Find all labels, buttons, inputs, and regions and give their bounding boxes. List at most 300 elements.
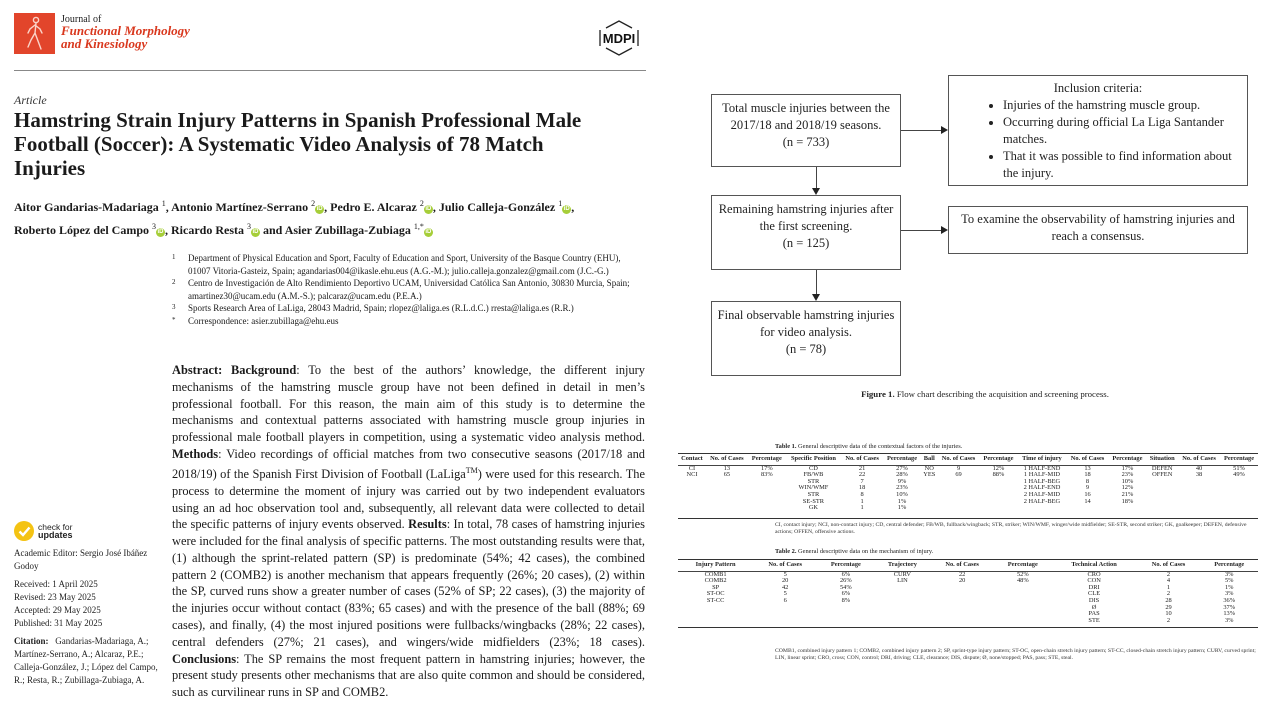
table-cell	[994, 598, 1052, 605]
table-cell: DIS	[1088, 596, 1100, 604]
table-cell: DRI	[1088, 583, 1100, 591]
table-cell	[930, 611, 994, 618]
received-date: Received: 1 April 2025	[14, 579, 98, 589]
author[interactable]: Pedro E. Alcaraz	[330, 200, 417, 214]
table-cell	[921, 499, 938, 506]
table-cell: LIN	[897, 577, 908, 585]
journal-name	[61, 24, 190, 50]
table-cell	[1146, 479, 1178, 486]
orcid-icon[interactable]: iD	[157, 229, 164, 235]
checkmark-icon	[14, 521, 34, 541]
table-cell: 1	[1166, 583, 1171, 591]
table-cell	[921, 505, 938, 518]
table-cell	[994, 585, 1052, 592]
table-cell	[875, 591, 931, 598]
table-cell	[678, 485, 706, 492]
column-header: Ball	[921, 454, 938, 466]
table-cell	[748, 485, 786, 492]
table-cell: 5	[783, 590, 787, 598]
table-cell: 2 HALF-BEG	[1023, 497, 1061, 505]
affiliation-marker: 2	[172, 278, 176, 287]
table-cell	[980, 485, 1018, 492]
table-cell: 38	[1195, 471, 1203, 479]
table-cell: 2	[1166, 590, 1171, 598]
table-cell	[1109, 505, 1147, 518]
column-header: No. of Cases	[753, 560, 817, 572]
table-cell	[1146, 492, 1178, 499]
table-cell: NO	[924, 464, 934, 472]
table-cell: 10%	[896, 490, 908, 498]
flow-box-text: for video analysis.	[760, 325, 852, 339]
arrow-down-icon	[812, 188, 820, 195]
inclusion-item: • That it was possible to find information about the injury.	[1003, 148, 1237, 182]
table-cell: 6%	[841, 570, 851, 578]
article-sidebar	[14, 547, 164, 687]
abstract	[172, 362, 645, 701]
affiliation	[172, 252, 642, 277]
orcid-icon[interactable]: iD	[563, 206, 570, 212]
flow-box-total	[711, 94, 901, 167]
table-row	[678, 479, 1258, 486]
table-cell: 65	[723, 471, 731, 479]
table-cell: COMB2	[704, 577, 727, 585]
table-cell: CRO	[1087, 570, 1101, 578]
column-header: Contact	[678, 454, 706, 466]
column-header: No. of Cases	[1137, 560, 1201, 572]
table-cell: 13%	[1223, 610, 1236, 618]
column-header: No. of Cases	[1067, 454, 1109, 466]
article-type: Article	[14, 93, 47, 107]
table-cell: ST-CC	[706, 596, 725, 604]
abstract-label: Abstract:	[172, 363, 223, 377]
column-header: Percentage	[980, 454, 1018, 466]
table-cell: 18	[1084, 471, 1091, 479]
figure-caption-text: Flow chart describing the acquisition and screening process.	[894, 389, 1109, 399]
methods-text: : Video recordings of official matches from two consecutive seasons (2017/18 and 2018/19) of the Spanish First Division of Football (LaLiga	[172, 446, 645, 481]
table-cell	[921, 485, 938, 492]
table-cell: 27%	[896, 464, 908, 472]
table-cell: 1 HALF-END	[1023, 464, 1061, 472]
affiliation	[172, 315, 642, 328]
column-header: Injury Pattern	[678, 560, 753, 572]
table-cell: 12%	[1121, 484, 1134, 492]
table-cell	[921, 479, 938, 486]
table-cell: 9	[1085, 484, 1090, 492]
flow-box-text: Total muscle injuries between the	[722, 101, 890, 115]
table-cell: 7	[860, 477, 864, 485]
table-cell	[678, 499, 706, 506]
table-cell: 1	[860, 497, 864, 505]
inclusion-criteria-box	[948, 75, 1248, 186]
table-cell	[980, 505, 1018, 518]
affiliation	[172, 277, 642, 302]
table-cell: 22	[958, 570, 966, 578]
author-affiliation-marker: 1	[161, 199, 166, 208]
table-row	[678, 585, 1258, 592]
table-cell	[678, 605, 753, 612]
table-cell: 48%	[1016, 577, 1029, 585]
author[interactable]: Ricardo Resta	[171, 223, 244, 237]
table-row	[678, 618, 1258, 628]
table2-label: Table 2.	[775, 548, 797, 555]
table1-caption-text: General descriptive data of the contextual factors of the injuries.	[796, 443, 963, 450]
affiliation-text: Correspondence: asier.zubillaga@ehu.eus	[188, 315, 339, 326]
table2-caption-text: General descriptive data on the mechanism of injury.	[796, 548, 934, 555]
table-row	[678, 485, 1258, 492]
table-cell: STR	[807, 490, 820, 498]
background-text: : To the best of the authors’ knowledge, the different injury mechanisms of the hamstring muscle group have not been defined in detail in men’s professional football. For this reason, the main aim of this study is to determine the mechanisms and contextual patterns associated with hamstring muscle group injuries in professional male football players in competition, using a systematic video analysis method.	[172, 363, 645, 445]
table-cell	[930, 618, 994, 628]
table-cell: SE-STR	[802, 497, 825, 505]
author[interactable]: Aitor Gandarias-Madariaga	[14, 200, 159, 214]
citation-label: Citation:	[14, 636, 49, 646]
table-cell	[748, 505, 786, 518]
flow-box-text: 2017/18 and 2018/19 seasons.	[730, 118, 882, 132]
affiliation	[172, 302, 642, 315]
table-cell: STE	[1052, 618, 1137, 628]
table-cell	[1067, 505, 1109, 518]
table-cell	[1220, 485, 1258, 492]
table-cell: 13	[723, 464, 731, 472]
check-for-updates-button[interactable]	[14, 521, 73, 541]
table-cell: 8	[1085, 477, 1090, 485]
table-cell: FB/WB	[803, 471, 824, 479]
table-cell	[817, 605, 875, 612]
column-header: No. of Cases	[1178, 454, 1220, 466]
table-cell: 1%	[1224, 583, 1234, 591]
table-cell	[921, 492, 938, 499]
table-cell	[1220, 479, 1258, 486]
table-cell	[875, 598, 931, 605]
table-cell: 29	[1165, 603, 1172, 611]
table-cell: 22	[858, 471, 866, 479]
column-header: Specific Position	[786, 454, 841, 466]
table-cell: 2	[1166, 570, 1171, 578]
author-affiliation-marker: 1,*	[413, 222, 424, 231]
background-label: Background	[231, 363, 297, 377]
table-cell	[1178, 485, 1220, 492]
table-cell: CON	[1087, 577, 1101, 585]
author-affiliation-marker: 3	[152, 222, 156, 231]
table-cell: CI	[688, 464, 696, 472]
table-cell	[1220, 499, 1258, 506]
methods-text-cont: ) were used for this research. The process to determine the moment of injury was carried out by two independent evaluators using an ad hoc observation tool and, subsequently, all relevant data were collected to detail the specific patterns of injury events observed.	[172, 466, 645, 532]
table-row	[678, 578, 1258, 585]
table-cell: PAS	[1088, 610, 1100, 618]
table-cell	[817, 611, 875, 618]
journal-logo	[14, 13, 55, 54]
arrow-down-icon	[812, 294, 820, 301]
table1-caption	[775, 443, 962, 450]
editor-label: Academic Editor:	[14, 548, 78, 558]
table-cell: 36%	[1223, 596, 1236, 604]
table-cell: NCI	[686, 471, 698, 479]
table-cell: 17%	[760, 464, 773, 472]
publisher-name: MDPI	[602, 31, 636, 46]
table-cell: 54%	[839, 583, 852, 591]
table-cell: 17%	[1121, 464, 1134, 472]
author-affiliation-marker: 2	[311, 199, 316, 208]
table-cell	[1146, 499, 1178, 506]
table-cell	[930, 585, 994, 592]
table-cell: 28	[1165, 596, 1172, 604]
inclusion-title: Inclusion criteria:	[1053, 81, 1143, 95]
table-cell: 8%	[841, 596, 851, 604]
accepted-date: Accepted: 29 May 2025	[14, 605, 101, 615]
table-cell: 23%	[1121, 471, 1134, 479]
table-cell	[930, 605, 994, 612]
table-cell: 21	[858, 464, 866, 472]
citation	[14, 635, 164, 687]
table-row	[678, 505, 1258, 518]
table-cell: 42	[781, 583, 789, 591]
table-cell: 8	[860, 490, 864, 498]
table-cell	[938, 485, 980, 492]
table-cell: 20	[781, 577, 789, 585]
orcid-icon[interactable]: iD	[316, 206, 323, 212]
table-cell	[678, 492, 706, 499]
column-header: No. of Cases	[930, 560, 994, 572]
author[interactable]: Asier Zubillaga-Zubiaga	[284, 223, 411, 237]
table-cell: 1 HALF-BEG	[1023, 477, 1061, 485]
article-title: Hamstring Strain Injury Patterns in Spanish Professional Male Football (Soccer): A Systematic Video Analysis of 78 Match Injuries	[14, 108, 582, 180]
arrow-right-icon	[941, 126, 948, 134]
table1-footnote: CI, contact injury; NCI, non-contact injury; CD, central defender; FB/WB, fullback/wingback; STR, striker; WIN/WMF, winger/wide midfielder; SE-STR, second striker; GK, goalkeeper; DEFEN, defensive actions; OFFEN, offensive actions.	[775, 522, 1247, 535]
table1	[678, 453, 1258, 519]
table-row	[678, 492, 1258, 499]
table-cell	[994, 611, 1052, 618]
flow-box-count: (n = 78)	[785, 342, 827, 356]
table-cell	[994, 618, 1052, 628]
table-cell	[938, 492, 980, 499]
table-cell	[678, 505, 706, 518]
table-cell	[875, 605, 931, 612]
header-divider	[14, 70, 646, 71]
table-cell	[753, 605, 817, 612]
table-cell: 18%	[1121, 497, 1134, 505]
table-cell: 6	[783, 596, 787, 604]
table-cell: DEFEN	[1151, 464, 1173, 472]
table-cell: 6%	[841, 590, 851, 598]
table-cell	[706, 485, 748, 492]
table-cell	[1017, 505, 1066, 518]
table-cell: 2 HALF-MID	[1023, 490, 1060, 498]
table-cell: COMB1	[704, 570, 727, 578]
figure-caption	[700, 389, 1270, 399]
table-cell: CD	[808, 464, 818, 472]
journal-name-line1: Functional Morphology	[61, 23, 190, 38]
table-cell: 2	[1137, 618, 1201, 628]
flow-box-text: the first screening.	[759, 219, 853, 233]
table2	[678, 559, 1258, 628]
author-affiliation-marker: 1	[558, 199, 563, 208]
table-cell: 49%	[1233, 471, 1245, 479]
author-affiliation-marker: 2	[419, 199, 424, 208]
table-cell	[1146, 485, 1178, 492]
author[interactable]: Julio Calleja-González	[438, 200, 556, 214]
table-cell	[817, 618, 875, 628]
table-cell: 16	[1084, 490, 1091, 498]
table-cell	[1146, 505, 1178, 518]
table-row	[678, 499, 1258, 506]
table-cell	[938, 499, 980, 506]
affiliation-marker: *	[172, 315, 176, 324]
table-cell: 9	[956, 464, 961, 472]
table-cell	[706, 479, 748, 486]
table-cell: GK	[786, 505, 841, 518]
inclusion-item: • Injuries of the hamstring muscle group.	[1003, 97, 1237, 114]
flow-box-count: (n = 733)	[782, 135, 830, 149]
table-cell: STR	[807, 477, 820, 485]
academic-editor	[14, 547, 164, 573]
table-cell	[1220, 492, 1258, 499]
journal-prefix: Journal of	[61, 14, 102, 25]
conclusions-label: Conclusions	[172, 651, 237, 666]
column-header: Percentage	[883, 454, 921, 466]
table-cell: 2 HALF-END	[1023, 484, 1061, 492]
table-cell	[678, 479, 706, 486]
column-header: Percentage	[1109, 454, 1147, 466]
flow-box-final	[711, 301, 901, 376]
table-cell	[706, 505, 748, 518]
table-cell	[1220, 505, 1258, 518]
orcid-icon[interactable]: iD	[425, 229, 432, 235]
flow-box-remaining	[711, 195, 901, 270]
table-cell	[980, 499, 1018, 506]
column-header: No. of Cases	[841, 454, 883, 466]
table-cell: 18	[858, 484, 866, 492]
table-cell: 5%	[1224, 577, 1234, 585]
table-cell	[753, 611, 817, 618]
table-cell: 13	[1084, 464, 1091, 472]
table2-caption	[775, 548, 933, 555]
author-conjunction: and	[262, 223, 283, 237]
table-cell: 21%	[1121, 490, 1134, 498]
column-header: No. of Cases	[938, 454, 980, 466]
table-cell: 12%	[992, 464, 1005, 472]
author-affiliation-marker: 3	[246, 222, 251, 231]
table1-label: Table 1.	[775, 443, 797, 450]
table-cell: 28%	[896, 471, 908, 479]
column-header: Trajectory	[875, 560, 931, 572]
flow-box-count: (n = 125)	[782, 236, 830, 250]
column-header: Situation	[1146, 454, 1178, 466]
table-row	[678, 472, 1258, 479]
table-cell: 1%	[897, 497, 907, 505]
table-cell	[875, 611, 931, 618]
affiliation-text: Sports Research Area of LaLiga, 28043 Madrid, Spain; rlopez@laliga.es (R.L.d.C.) rresta@laliga.es (R.R.)	[188, 303, 574, 314]
table-cell	[980, 492, 1018, 499]
column-header: Percentage	[1200, 560, 1258, 572]
affiliation-marker: 1	[172, 253, 176, 261]
table-cell: 69	[955, 471, 962, 479]
results-text: : In total, 78 cases of hamstring injuries were included for the final analysis of specific patterns. The most outstanding results were that, (1) although the sprint-related pattern (SP) is predominate (54%; 42 cases), the combined pattern 2 (COMB2) is another mechanism that appears frequently (26%; 20 cases), (2) within the SP, curved runs show a greater number of cases (52% of SP; 22 cases), (3) the majority of the injuries occur without contact (83%; 65 cases) and with the presence of the ball (88%; 69 cases), and finally, (4) the most injured positions were fullbacks/wingbacks (28%; 22 cases), central defenders (27%; 21 cases), and wingers/wide midfielders (23%; 18 cases).	[172, 517, 645, 649]
orcid-icon[interactable]: iD	[252, 229, 259, 235]
table-cell: 5	[783, 570, 787, 578]
column-header: Technical Action	[1052, 560, 1137, 572]
connector-line	[816, 270, 817, 294]
figure-label: Figure 1.	[861, 389, 895, 399]
table-cell	[930, 591, 994, 598]
table-cell: CLE	[1088, 590, 1101, 598]
table-cell	[1178, 499, 1220, 506]
column-header: Percentage	[994, 560, 1052, 572]
table-cell: 51%	[1233, 464, 1245, 472]
conclusions-text: : The SP remains the most frequent pattern in hamstring injuries; however, the present study presents other mechanisms that are also quite common and should be considered, such as curvilinear runs in SP and COMB2.	[172, 651, 645, 700]
table-cell: 88%	[992, 471, 1005, 479]
table-cell: Ø	[1091, 603, 1097, 611]
author[interactable]: Antonio Martínez-Serrano	[171, 200, 309, 214]
table-cell: 20	[958, 577, 966, 585]
table-cell: 52%	[1016, 570, 1029, 578]
table-cell	[1178, 492, 1220, 499]
table-cell	[678, 618, 753, 628]
table-cell: 10	[1165, 610, 1172, 618]
methods-label: Methods	[172, 446, 219, 461]
inclusion-item: • Occurring during official La Liga Santander matches.	[1003, 114, 1237, 148]
table-cell: OFFEN	[1152, 471, 1173, 479]
table-cell	[994, 591, 1052, 598]
affiliation-marker: 3	[172, 303, 176, 312]
connector-line	[816, 167, 817, 188]
table-cell	[980, 479, 1018, 486]
table-cell: WIN/WMF	[798, 484, 829, 492]
author-list: Aitor Gandarias-Madariaga $^1$, Antonio Martínez-Serrano $^2$iD , Pedro E. Alcaraz $^2$iD , Julio Calleja-González $^1$iD , Roberto López del Campo $^3$iD , Ricardo Resta $^3$iD and Asier Zubillaga-Zubiaga $^{1,*}$iD	[14, 199, 575, 237]
table-cell: 83%	[760, 471, 773, 479]
affiliation-text: Centro de Investigación de Alto Rendimiento Deportivo UCAM, Universidad Católica San Antonio, 30830 Murcia, Spain; amartinez30@ucam.edu (A.M.-S.); palcaraz@ucam.edu (P.E.A.)	[188, 278, 630, 301]
revised-date: Revised: 23 May 2025	[14, 592, 96, 602]
table-row	[678, 571, 1258, 578]
journal-name-line2: and Kinesiology	[61, 36, 148, 51]
table-cell: YES	[923, 471, 936, 479]
table-cell: 3%	[1224, 590, 1234, 598]
arrow-right-icon	[941, 226, 948, 234]
table-cell: 3%	[1224, 570, 1234, 578]
table-cell	[938, 505, 980, 518]
table-cell	[875, 585, 931, 592]
table-cell: SP	[712, 583, 720, 591]
examine-box: To examine the observability of hamstring injuries and reach a consensus.	[948, 206, 1248, 254]
table-cell	[875, 618, 931, 628]
results-label: Results	[408, 517, 447, 532]
author[interactable]: Roberto López del Campo	[14, 223, 149, 237]
table-cell: 10%	[1121, 477, 1134, 485]
editor-name: Sergio José Ibáñez Godoy	[14, 548, 148, 571]
table-cell	[753, 618, 817, 628]
table-cell	[748, 492, 786, 499]
affiliations	[172, 252, 642, 328]
table-cell	[706, 499, 748, 506]
orcid-icon[interactable]: iD	[425, 206, 432, 212]
table-cell: 3%	[1200, 618, 1258, 628]
table-cell: 1	[841, 505, 883, 518]
table-cell	[938, 479, 980, 486]
table-cell: 1%	[883, 505, 921, 518]
table-cell	[748, 499, 786, 506]
table-cell: 1 HALF-MID	[1023, 471, 1060, 479]
table-cell: 37%	[1223, 603, 1236, 611]
table-cell: 9%	[897, 477, 907, 485]
column-header: Percentage	[1220, 454, 1258, 466]
mdpi-logo	[594, 20, 644, 56]
column-header: Time of injury	[1017, 454, 1066, 466]
table-cell	[748, 479, 786, 486]
table-cell: 40	[1195, 464, 1203, 472]
table-cell	[994, 605, 1052, 612]
table-cell: 14	[1084, 497, 1091, 505]
flow-box-text: Final observable hamstring injuries	[717, 308, 895, 322]
flow-box-text: Remaining hamstring injuries after	[718, 202, 894, 216]
